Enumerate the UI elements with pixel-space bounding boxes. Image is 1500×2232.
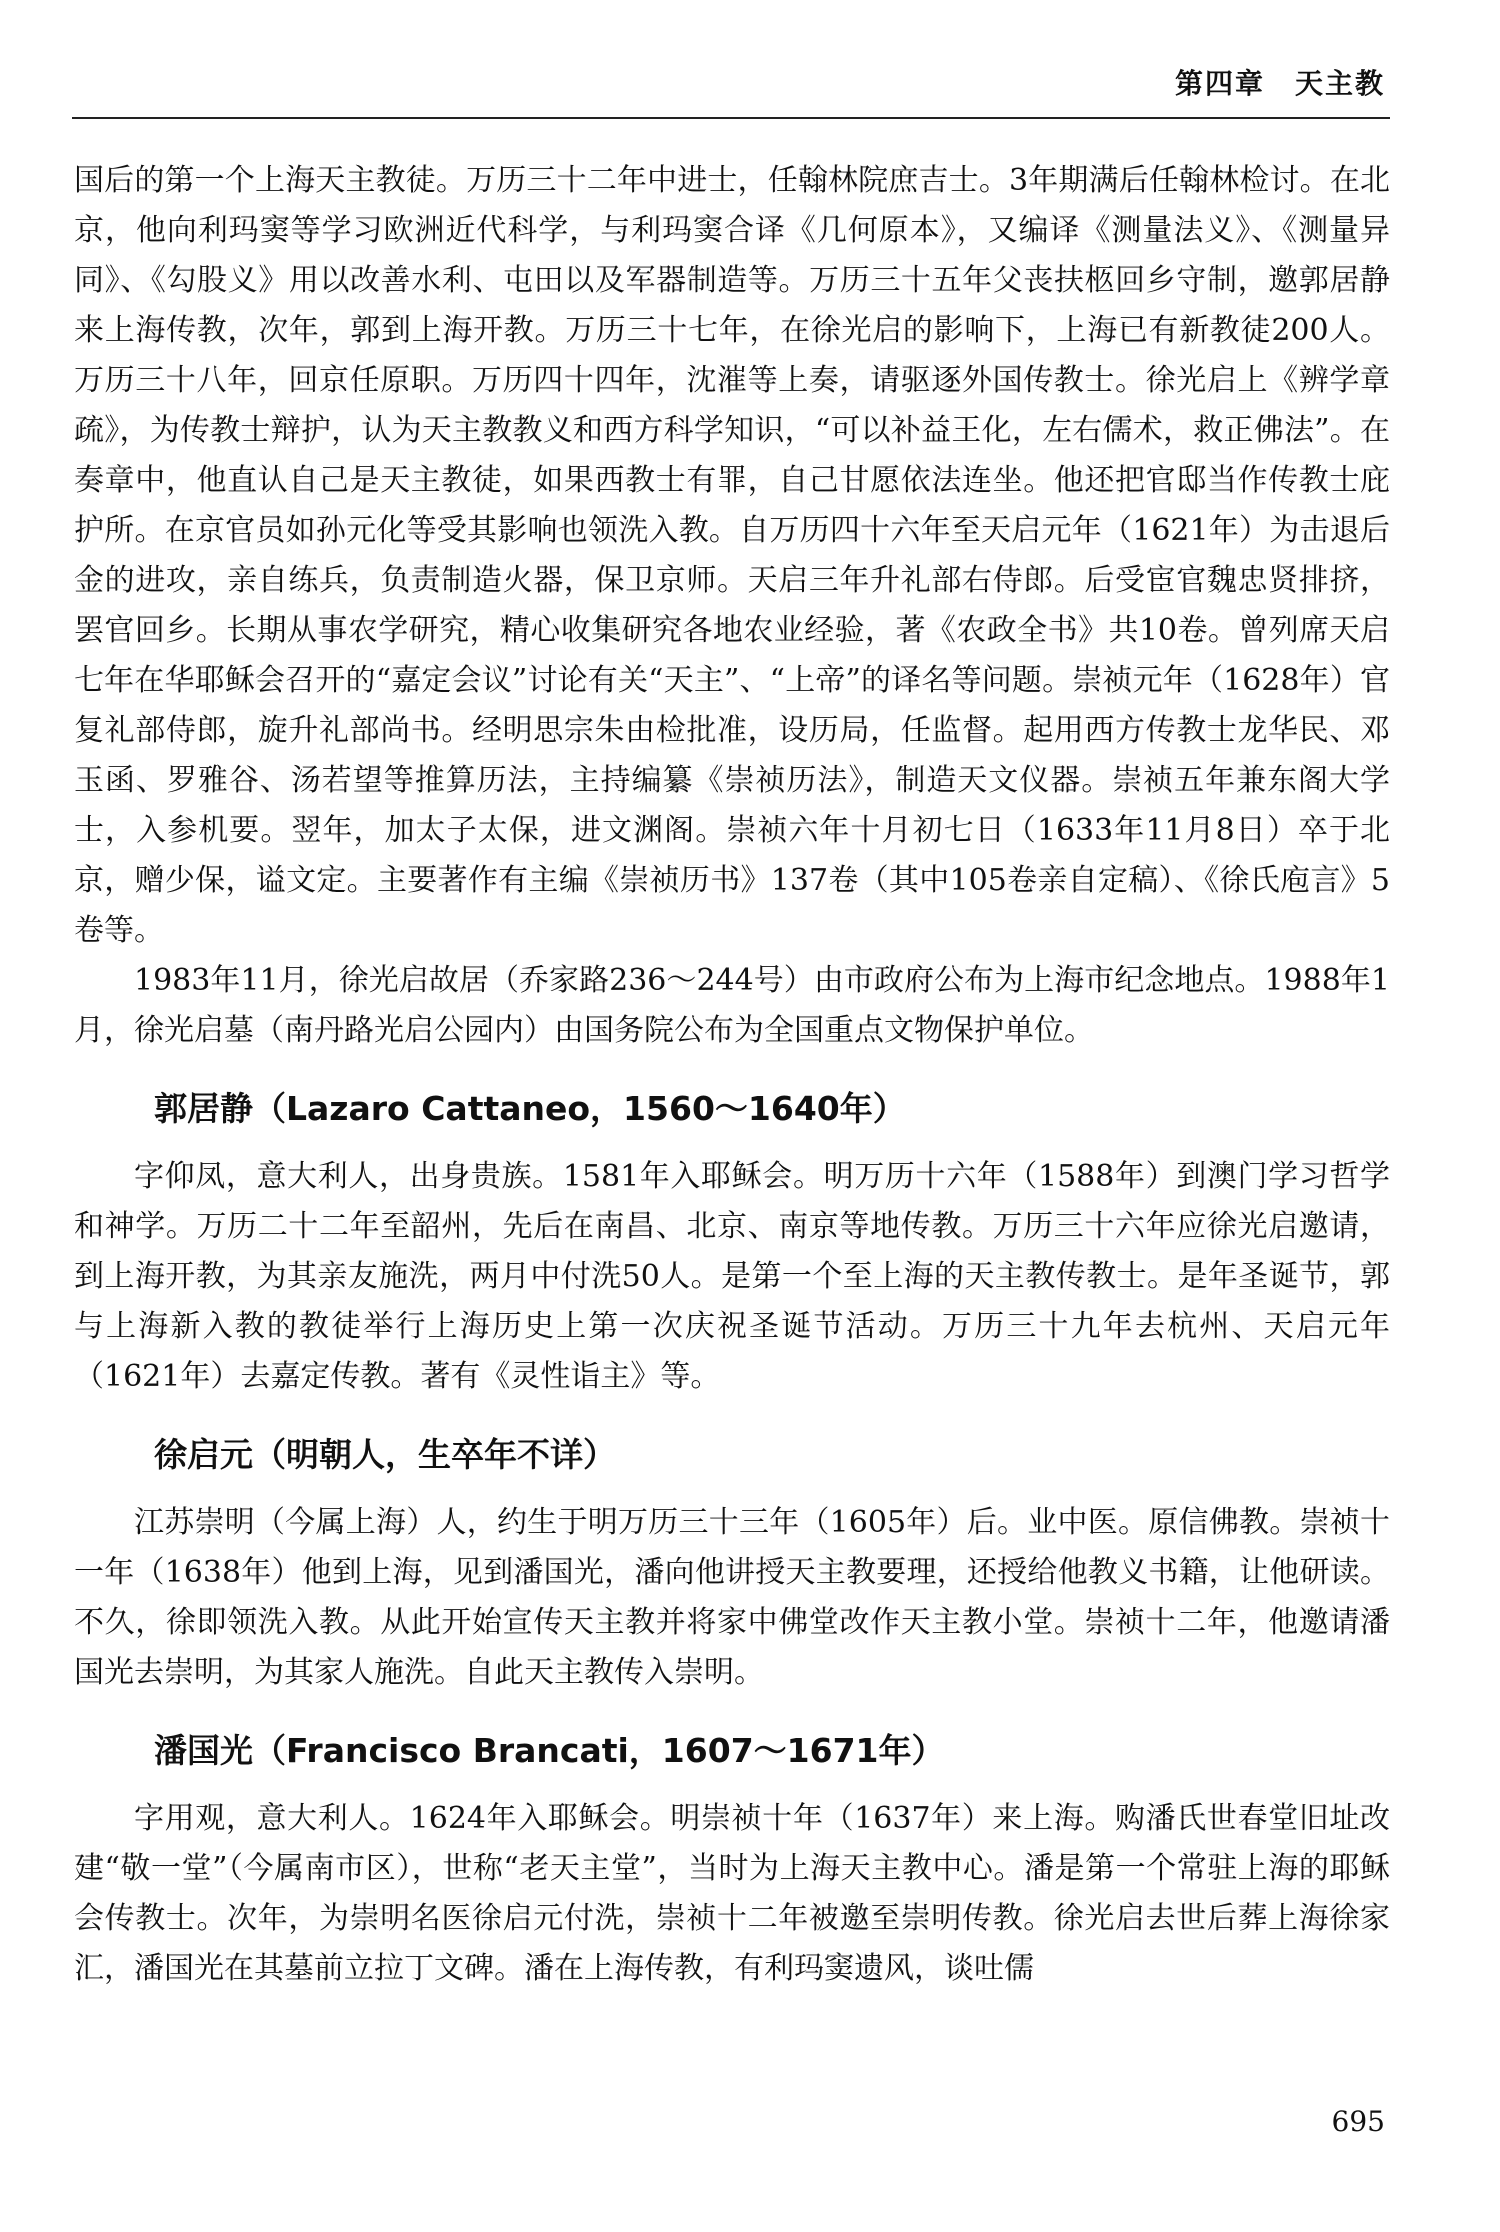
- page-content: [74, 156, 1390, 1994]
- entry-heading-guo-jujing: 郭居静（Lazaro Cattaneo，1560～1640年）: [154, 1089, 906, 1128]
- entry-heading-pan-guoguang: 潘国光（Francisco Brancati，1607～1671年）: [154, 1731, 945, 1770]
- entry-body-pan-guoguang: 字用观，意大利人。1624年入耶稣会。明崇祯十年（1637年）来上海。购潘氏世春堂旧址改建“敬一堂”（今属南市区），世称“老天主堂”，当时为上海天主教中心。潘是第一个常驻上海的耶稣会传教士。次年，为崇明名医徐启元付洗，崇祯十二年被邀至崇明传教。徐光启去世后葬上海徐家汇，潘国光在其墓前立拉丁文碑。潘在上海传教，有利玛窦遗风，谈吐儒: [74, 1801, 1390, 1986]
- paragraph-memorial-sites: 1983年11月，徐光启故居（乔家路236～244号）由市政府公布为上海市纪念地点。1988年1月，徐光启墓（南丹路光启公园内）由国务院公布为全国重点文物保护单位。: [74, 963, 1390, 1048]
- header-rule: [72, 117, 1390, 119]
- entry-body-xu-qiyuan: 江苏崇明（今属上海）人，约生于明万历三十三年（1605年）后。业中医。原信佛教。崇祯十一年（1638年）他到上海，见到潘国光，潘向他讲授天主教要理，还授给他教义书籍，让他研读。不久，徐即领洗入教。从此开始宣传天主教并将家中佛堂改作天主教小堂。崇祯十二年，他邀请潘国光去崇明，为其家人施洗。自此天主教传入崇明。: [74, 1505, 1390, 1690]
- running-header: 第四章 天主教: [1174, 67, 1385, 100]
- paragraph-xu-guangqi-bio: 国后的第一个上海天主教徒。万历三十二年中进士，任翰林院庶吉士。3年期满后任翰林检讨。在北京，他向利玛窦等学习欧洲近代科学，与利玛窦合译《几何原本》，又编译《测量法义》、《测量异同》、《勾股义》用以改善水利、屯田以及军器制造等。万历三十五年父丧扶柩回乡守制，邀郭居静来上海传教，次年，郭到上海开教。万历三十七年，在徐光启的影响下，上海已有新教徒200人。万历三十八年，回京任原职。万历四十四年，沈漼等上奏，请驱逐外国传教士。徐光启上《辨学章疏》，为传教士辩护，认为天主教教义和西方科学知识，“可以补益王化，左右儒术，救正佛法”。在奏章中，他直认自己是天主教徒，如果西教士有罪，自己甘愿依法连坐。他还把官邸当作传教士庇护所。在京官员如孙元化等受其影响也领洗入教。自万历四十六年至天启元年（1621年）为击退后金的进攻，亲自练兵，负责制造火器，保卫京师。天启三年升礼部右侍郎。后受宦官魏忠贤排挤，罢官回乡。长期从事农学研究，精心收集研究各地农业经验，著《农政全书》共10卷。曾列席天启七年在华耶稣会召开的“嘉定会议”讨论有关“天主”、“上帝”的译名等问题。崇祯元年（1628年）官复礼部侍郎，旋升礼部尚书。经明思宗朱由检批准，设历局，任监督。起用西方传教士龙华民、邓玉函、罗雅谷、汤若望等推算历法，主持编纂《崇祯历法》，制造天文仪器。崇祯五年兼东阁大学士，入参机要。翌年，加太子太保，进文渊阁。崇祯六年十月初七日（1633年11月8日）卒于北京，赠少保，谥文定。主要著作有主编《崇祯历书》137卷（其中105卷亲自定稿）、《徐氏庖言》5卷等。: [74, 163, 1390, 948]
- entry-body-guo-jujing: 字仰凤，意大利人，出身贵族。1581年入耶稣会。明万历十六年（1588年）到澳门学习哲学和神学。万历二十二年至韶州，先后在南昌、北京、南京等地传教。万历三十六年应徐光启邀请，到上海开教，为其亲友施洗，两月中付洗50人。是第一个至上海的天主教传教士。是年圣诞节，郭与上海新入教的教徒举行上海历史上第一次庆祝圣诞节活动。万历三十九年去杭州、天启元年（1621年）去嘉定传教。著有《灵性诣主》等。: [74, 1159, 1390, 1394]
- entry-heading-xu-qiyuan: 徐启元（明朝人，生卒年不详）: [154, 1435, 616, 1474]
- page-number: 695: [1331, 2105, 1385, 2138]
